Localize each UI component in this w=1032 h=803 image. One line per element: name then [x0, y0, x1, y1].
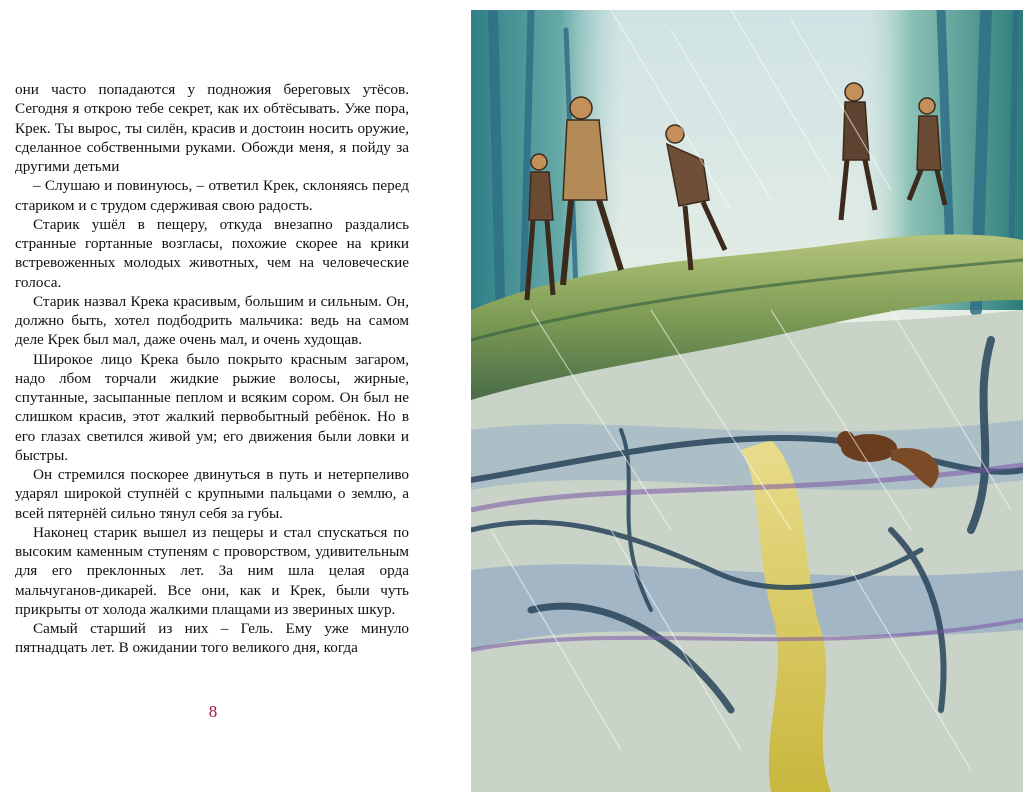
paragraph: они часто попадаются у подножия береговых утёсов. Сегодня я открою тебе секрет, как их обтёсывать. Уже пора, Крек. Ты вырос, ты силён, красив и достоин носить оружие, сделанное собственными руками. Обожди меня, я пойду за другими детьми: [15, 81, 409, 175]
watercolor-illustration: [471, 10, 1023, 792]
paragraph: Он стремился поскорее двинуться в путь и нетерпеливо ударял широкой ступнёй с крупными пальцами о землю, а всей пятернёй сильно тянул себя за губы.: [15, 466, 409, 522]
text-column: [15, 80, 409, 658]
paragraph: Старик ушёл в пещеру, откуда внезапно раздались странные гортанные возгласы, похожие скорее на крики встревоженных молодых животных, чем на человеческие голоса.: [15, 215, 409, 291]
paragraph: – Слушаю и повинуюсь, – ответил Крек, склоняясь перед стариком и с трудом сдерживая свою радость.: [15, 177, 409, 214]
paragraph: Старик назвал Крека красивым, большим и сильным. Он, должно быть, хотел подбодрить мальчика: ведь на самом деле Крек был мал, даже очень мал, и очень худощав.: [15, 292, 409, 349]
page-number: 8: [208, 702, 218, 721]
paragraph: Широкое лицо Крека было покрыто красным загаром, надо лбом торчали жидкие рыжие волосы, жирные, спутанные, засыпанные пеплом и всяким сором. Он был не слишком красив, этот жалкий первобытный ребёнок. Но в его глазах светился живой ум; его движения были ловки и быстры.: [15, 350, 409, 464]
forest-scene-image: [471, 10, 1023, 792]
paragraph: Наконец старик вышел из пещеры и стал спускаться по высоким каменным ступеням с проворством, удивительным для его преклонных лет. За ним шла целая орда мальчуганов-дикарей. Все они, как и Крек, были чуть прикрыты от холода жалкими плащами из звериных шкур.: [15, 523, 409, 618]
paragraph: Самый старший из них – Гель. Ему уже минуло пятнадцать лет. В ожидании того великого дня, когда: [15, 620, 409, 657]
left-page: [0, 0, 466, 803]
